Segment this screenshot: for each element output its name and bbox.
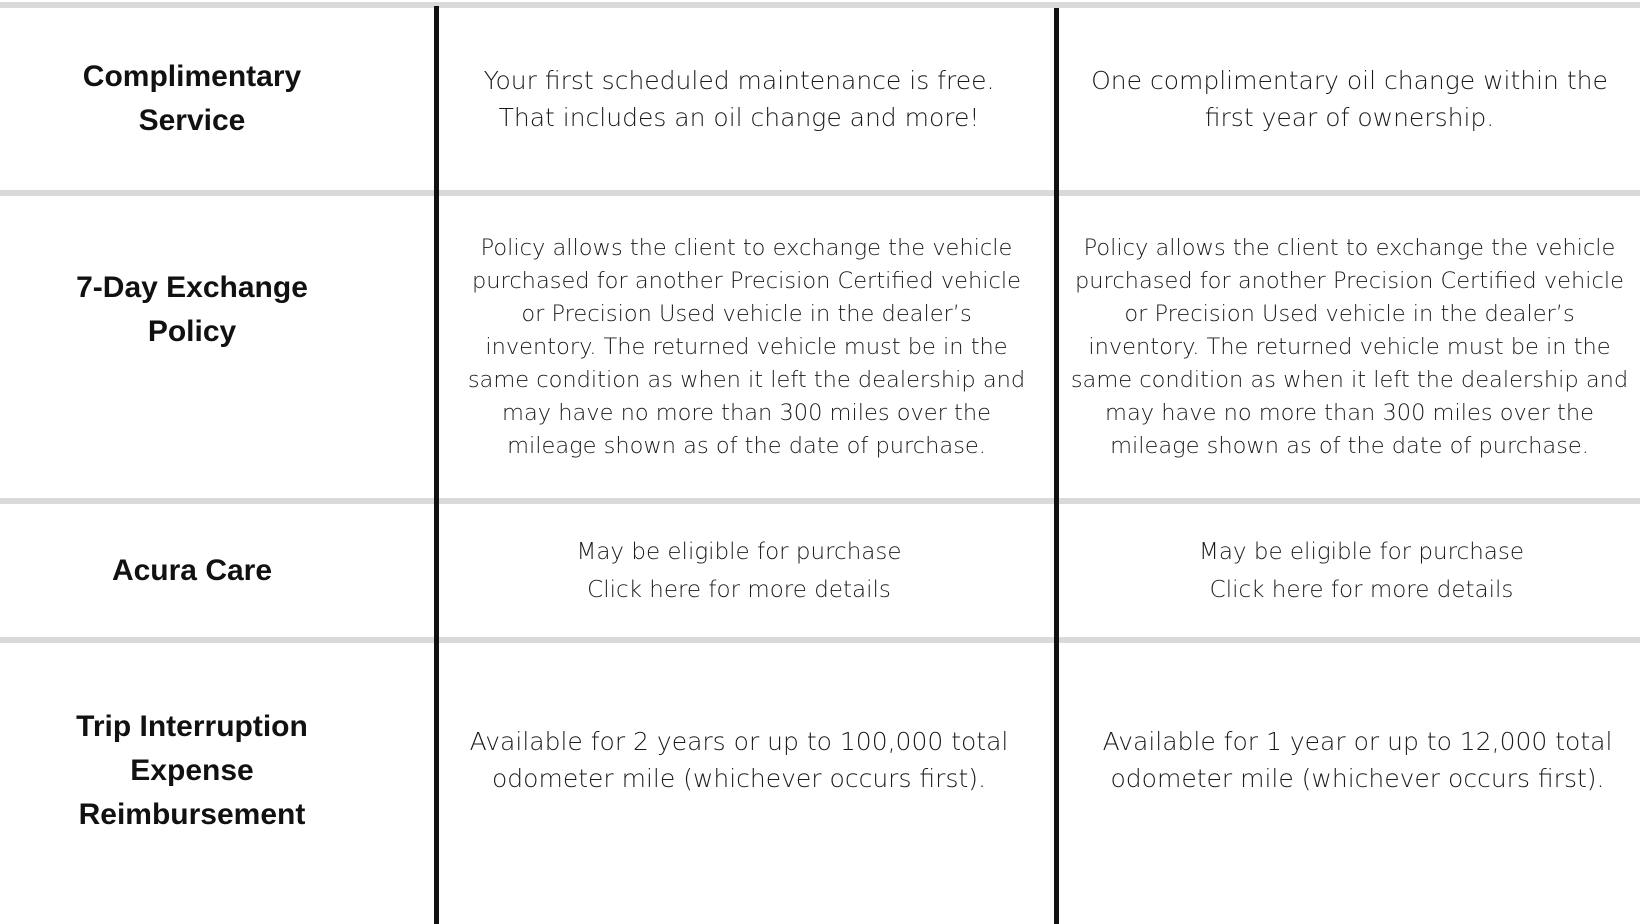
col2-details-link[interactable]: Click here for more details	[1209, 576, 1514, 603]
col1-value: Available for 2 years or up to 100,000 total odometer mile (whichever occurs first).	[469, 727, 1009, 793]
col2-value: Available for 1 year or up to 12,000 total odometer mile (whichever occurs first).	[1102, 727, 1613, 793]
col2-eligibility-text: May be eligible for purchase	[1198, 538, 1524, 565]
col1-details-link[interactable]: Click here for more details	[587, 576, 891, 603]
table-row-trip-interruption	[0, 643, 1640, 924]
col2-cell	[1059, 504, 1640, 637]
col2-value: One complimentary oil change within the first year of ownership.	[1091, 66, 1608, 132]
row-label: Acura Care	[111, 553, 273, 587]
col1-value: Your first scheduled maintenance is free. That includes an oil change and more!	[483, 66, 995, 132]
col2-cell	[1059, 196, 1640, 498]
table-row-acura-care	[0, 504, 1640, 637]
row-label-cell	[0, 504, 384, 637]
row-label: Complimentary Service	[82, 60, 302, 137]
col2-cell	[1059, 643, 1640, 924]
col1-cell	[439, 8, 1039, 190]
row-label-cell	[0, 196, 384, 498]
row-label: 7-Day Exchange Policy	[76, 271, 308, 348]
col1-eligibility-text: May be eligible for purchase	[576, 538, 902, 565]
col2-value: Policy allows the client to exchange the vehicle purchased for another Precision Certified vehicle or Precision Used vehicle in the dealer’s inventory. The returned vehicle must be in the same condition as when it left the dealership and may have no more than 300 miles over the mileage shown as of the date of purchase.	[1070, 234, 1629, 459]
col1-cell	[439, 504, 1039, 637]
row-label-cell	[0, 643, 384, 924]
col1-cell	[439, 196, 1054, 498]
row-label-cell	[0, 8, 384, 190]
table-row-exchange-policy	[0, 196, 1640, 498]
col1-cell	[439, 643, 1039, 924]
col2-cell	[1059, 8, 1640, 190]
table-row-complimentary-service	[0, 8, 1640, 190]
row-label: Trip Interruption Expense Reimbursement	[76, 710, 308, 831]
col1-value: Policy allows the client to exchange the vehicle purchased for another Precision Certified vehicle or Precision Used vehicle in the dealer’s inventory. The returned vehicle must be in the same condition as when it left the dealership and may have no more than 300 miles over the mileage shown as of the date of purchase.	[467, 234, 1026, 459]
